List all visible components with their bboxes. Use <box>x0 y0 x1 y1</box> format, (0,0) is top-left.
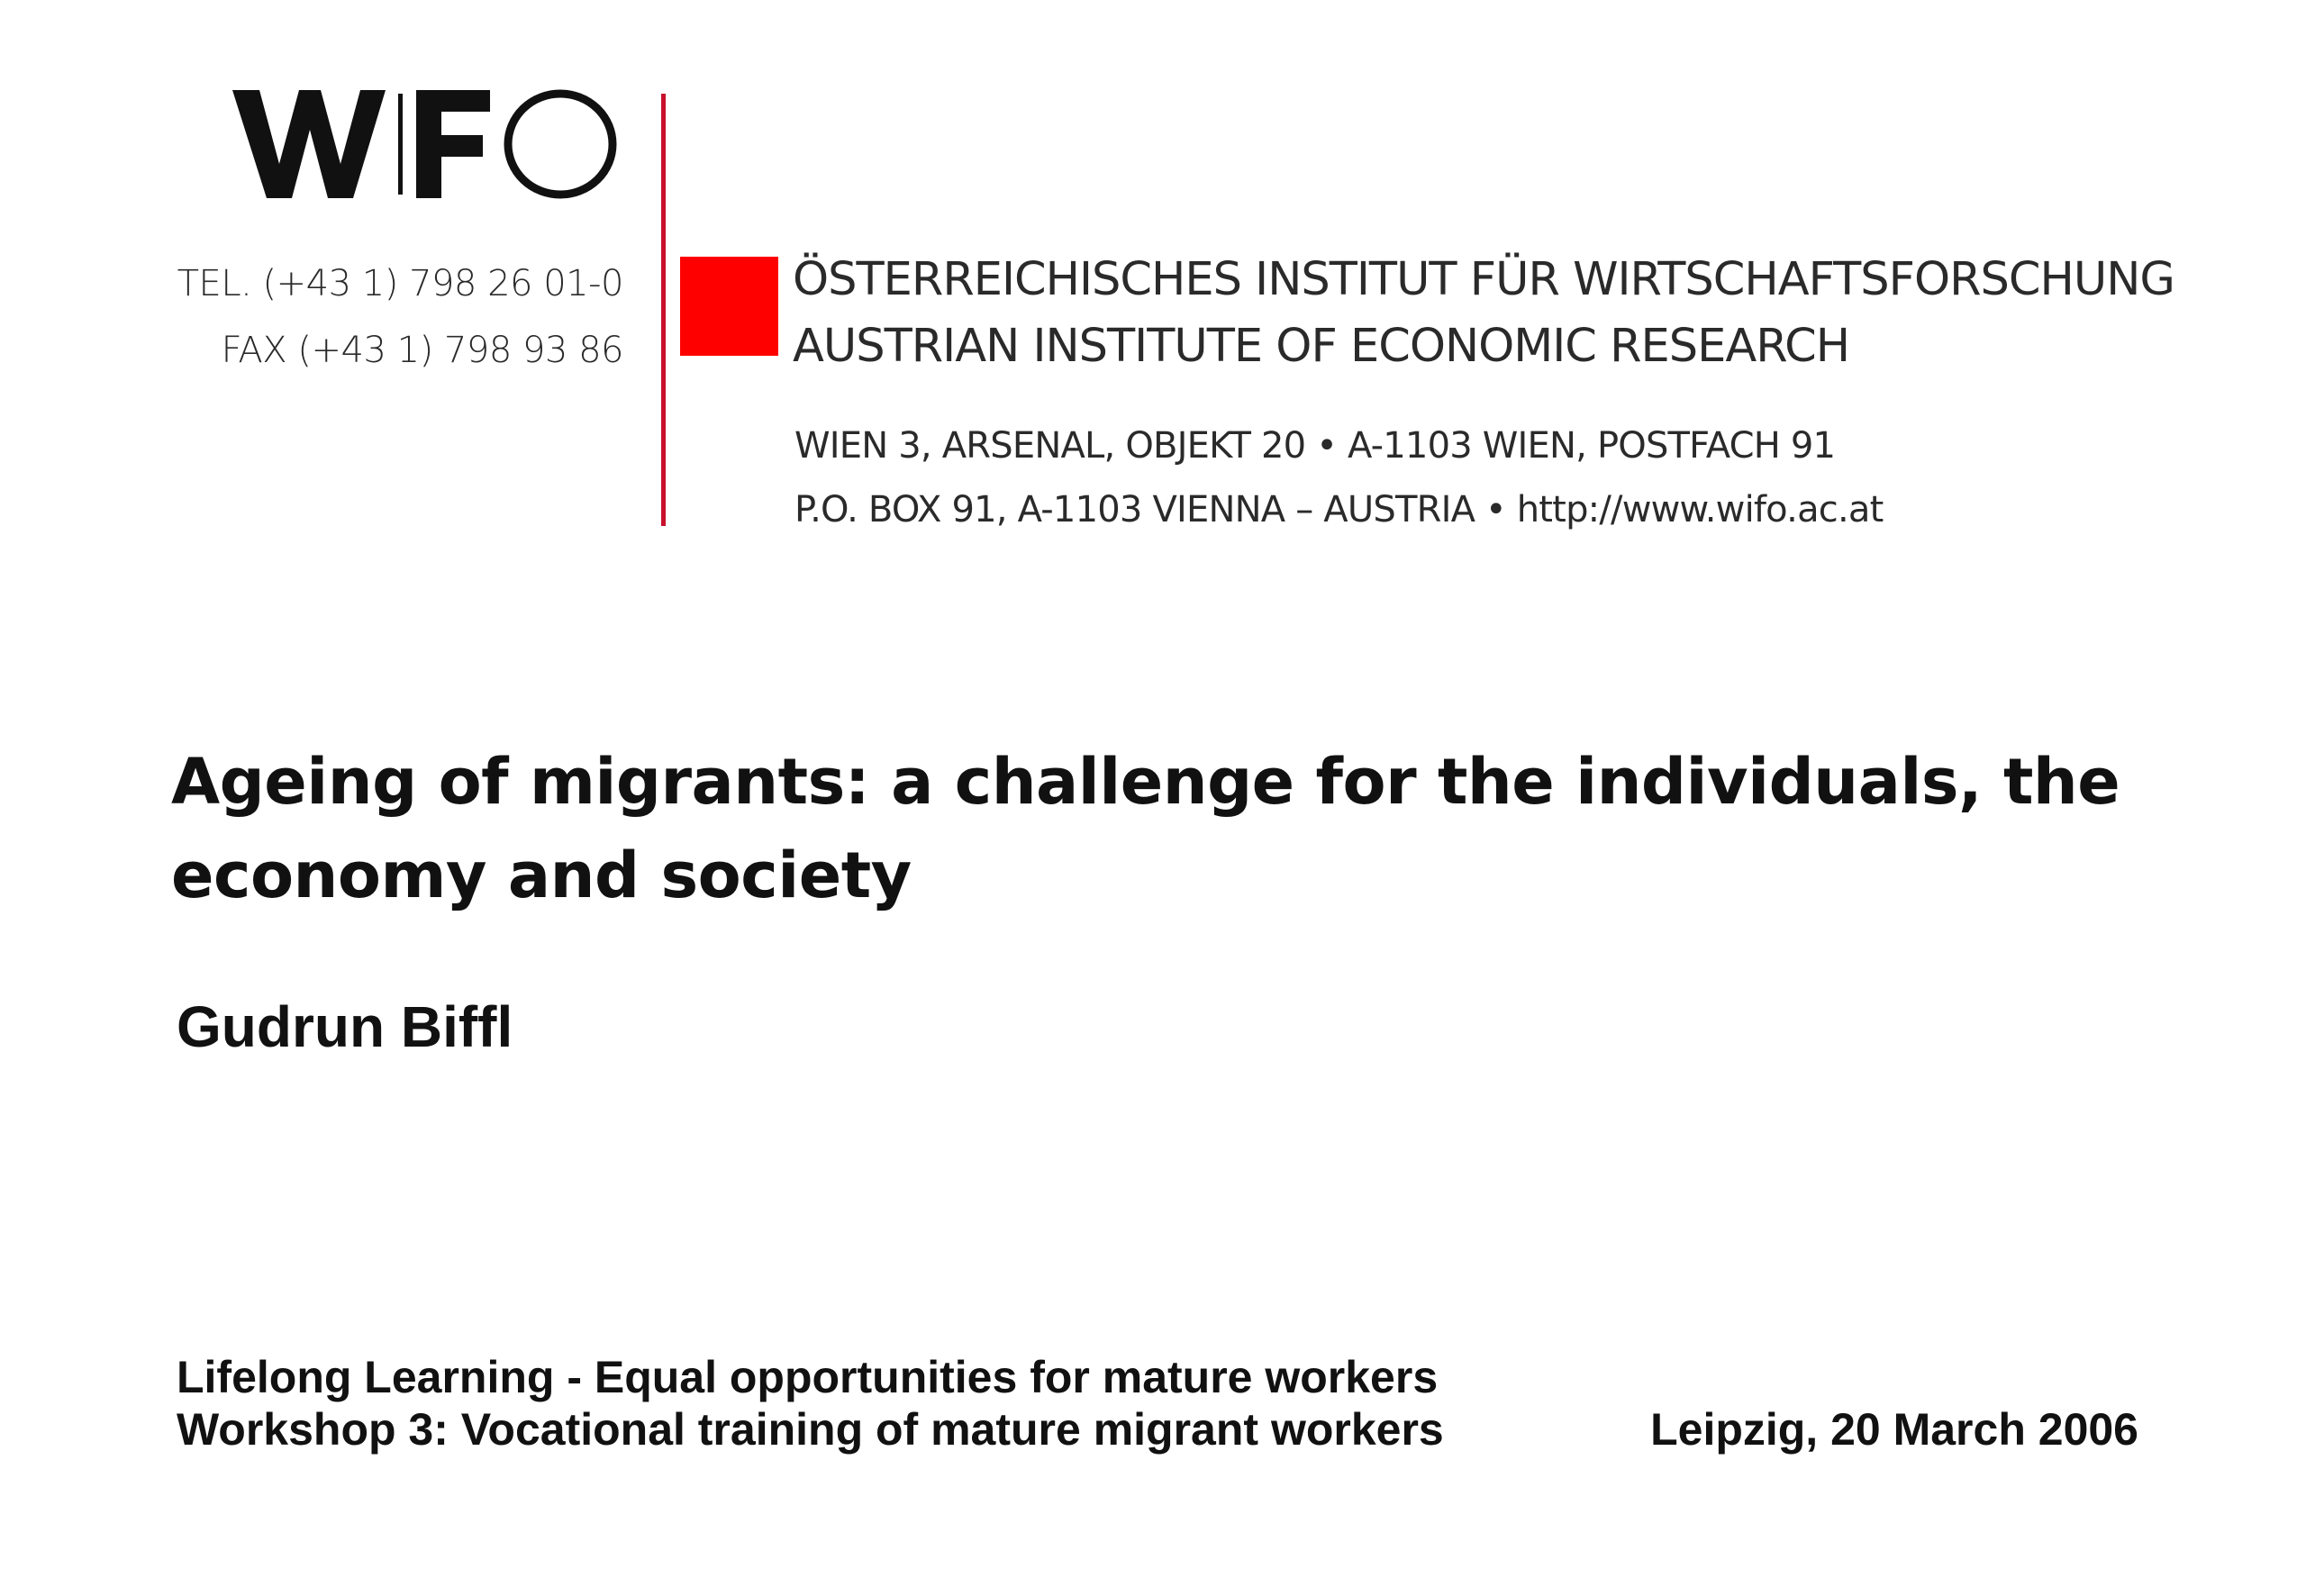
wifo-logo-mark <box>232 74 629 209</box>
workshop-title: Workshop 3: Vocational training of mature migrant workers <box>177 1404 1444 1455</box>
logo-letter-w <box>232 90 386 198</box>
red-square-mark <box>680 257 778 356</box>
event-series: Lifelong Learning - Equal opportunities for mature workers <box>177 1352 1439 1402</box>
title-line: Ageing of migrants: a challenge for the individuals, the <box>171 745 2120 819</box>
telephone-number: TEL. (+43 1) 798 26 01-0 <box>177 263 623 304</box>
institute-name-english: AUSTRIAN INSTITUTE OF ECONOMIC RESEARCH <box>793 320 1850 373</box>
event-info <box>177 1351 1444 1455</box>
logo-letter-f <box>416 90 490 198</box>
letterhead-divider <box>661 94 666 526</box>
address-block <box>794 414 1884 542</box>
institute-name-german: ÖSTERREICHISCHES INSTITUT FÜR WIRTSCHAFTSFORSCHUNG <box>793 253 2174 306</box>
logo-letter-o <box>508 94 613 195</box>
wifo-logo <box>232 74 629 209</box>
presentation-title <box>171 735 2198 922</box>
title-line: economy and society <box>171 839 912 912</box>
address-line-postal: P.O. BOX 91, A-1103 VIENNA – AUSTRIA • http://www.wifo.ac.at <box>794 489 1884 530</box>
event-place-date: Leipzig, 20 March 2006 <box>1650 1404 2138 1455</box>
logo-separator <box>398 94 403 195</box>
contact-block <box>177 250 623 384</box>
fax-number: FAX (+43 1) 798 93 86 <box>221 330 623 371</box>
author-name: Gudrun Biffl <box>177 994 513 1059</box>
address-line-vienna: WIEN 3, ARSENAL, OBJEKT 20 • A-1103 WIEN, POSTFACH 91 <box>794 425 1836 467</box>
institute-name-block <box>793 247 2174 380</box>
